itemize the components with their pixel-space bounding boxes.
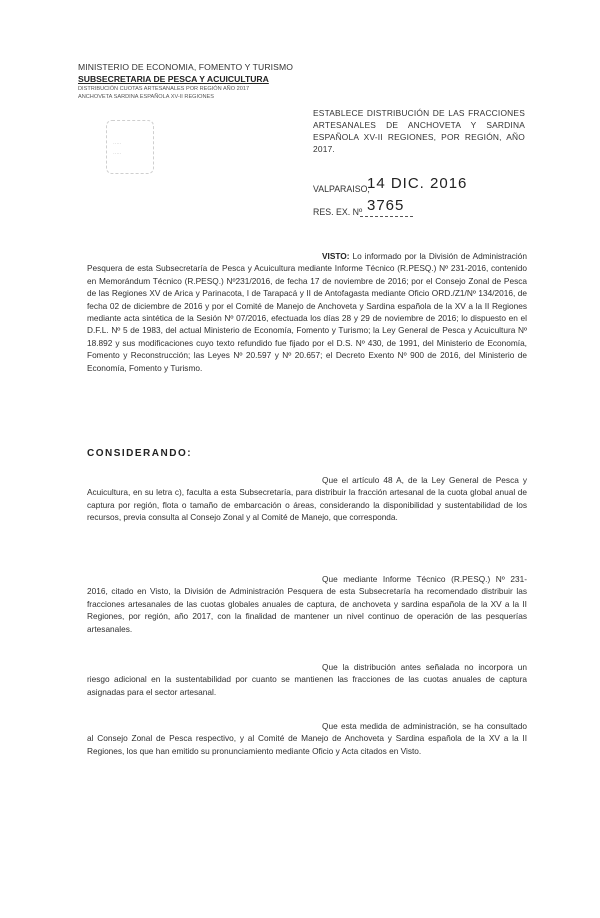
considerando-2: Que mediante Informe Técnico (R.PESQ.) Nº 231-2016, citado en Visto, la División de Administración Pesquera de esta Subsecretaría ha recomendado distribuir las fracciones artesanales de las cuotas globales anuales de captura, de anchoveta y sardina española de la XV a la II Regiones, por región, año 2017, con la finalidad de mantener un nivel continuo de operación de las pesquerías artesanales. <box>87 574 527 634</box>
considerando-3: Que la distribución antes señalada no incorpora un riesgo adicional en la sustentabilidad por cuanto se mantienen las fracciones de las cuotas anuales de captura asignadas para el sector artesanal. <box>87 662 527 697</box>
subsecretaria-name: SUBSECRETARIA DE PESCA Y ACUICULTURA <box>78 74 269 84</box>
date-stamp: 14 DIC. 2016 <box>367 175 468 192</box>
visto-text: Lo informado por la División de Administración Pesquera de esta Subsecretaría de Pesca y Acuicultura mediante Informe Técnico (R.PESQ.) Nº 231-2016, contenido en Memorándum Técnico (R.PESQ.) Nº231/2016, de fecha 17 de noviembre de 2016; por el Consejo Zonal de Pesca de las Regiones XV de Arica y Parinacota, I de Tarapacá y II de Antofagasta mediante Oficio ORD./Z1/Nº 134/2016, de fecha 02 de diciembre de 2016 y por el Comité de Manejo de Anchoveta y Sardina española de la XV a la II Regiones mediante acta sintética de la Sesión Nº 07/2016, efectuada los días 28 y 29 de noviembre de 2016; lo dispuesto en el D.F.L. Nº 5 de 1983, del actual Ministerio de Economía, Fomento y Turismo; la Ley General de Pesca y Acuicultura Nº 18.892 y sus modificaciones cuyo texto refundido fue fijado por el D.S. Nº 430, de 1991, del Ministerio de Economía, Fomento y Reconstrucción; las Leyes Nº 20.597 y Nº 20.657; el Decreto Exento Nº 900 de 2016, del Ministerio de Economía, Fomento y Turismo. <box>87 251 527 373</box>
considerando-4: Que esta medida de administración, se ha consultado al Consejo Zonal de Pesca respectivo, y al Comité de Manejo de Anchoveta y Sardina española de la XV a la II Regiones, los que han emitido su pronunciamiento mediante Oficio y Acta citados en Visto. <box>87 721 527 756</box>
ministry-name: MINISTERIO DE ECONOMIA, FOMENTO Y TURISMO <box>78 62 293 72</box>
reference-line-2: ANCHOVETA SARDINA ESPAÑOLA XV-II REGIONES <box>78 94 214 100</box>
considerando-title: CONSIDERANDO: <box>87 448 193 459</box>
res-ex-number: 3765 <box>367 197 405 214</box>
considerando-1: Que el artículo 48 A, de la Ley General de Pesca y Acuicultura, en su letra c), faculta a esta Subsecretaría, para distribuir la fracción artesanal de la cuota global anual de captura por región, flota o tamaño de embarcación o áreas, considerando la disponibilidad y sustentabilidad de los recursos, previa consulta al Consejo Zonal y al Comité de Manejo, que corresponda. <box>87 475 527 523</box>
res-ex-label: RES. EX. Nº <box>313 207 363 217</box>
res-ex-underline <box>360 216 413 217</box>
resolution-summary: ESTABLECE DISTRIBUCIÓN DE LAS FRACCIONES ARTESANALES DE ANCHOVETA Y SARDINA ESPAÑOLA XV-II REGIONES, POR REGIÓN, AÑO 2017. <box>313 108 525 154</box>
place: VALPARAISO, <box>313 184 370 194</box>
letterhead <box>78 62 308 101</box>
visto-lead: VISTO: <box>322 251 350 261</box>
reference-line: DISTRIBUCIÓN CUOTAS ARTESANALES POR REGIÓN AÑO 2017 <box>78 86 250 92</box>
visto-paragraph <box>87 250 527 374</box>
faint-stamp: ····· ····· <box>106 120 154 174</box>
